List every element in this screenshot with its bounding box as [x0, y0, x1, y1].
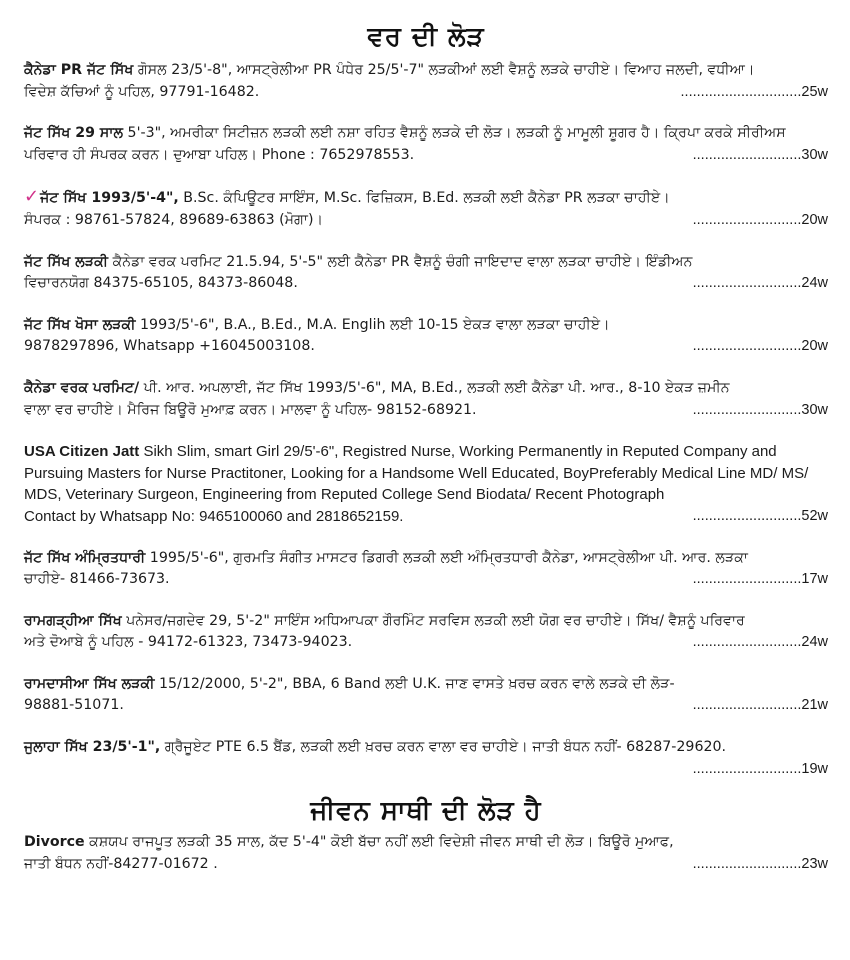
classified-ad	[24, 548, 828, 591]
ad-contact: 9878297896, Whatsapp +16045003108.	[24, 338, 315, 355]
ad-word-count: ...........................17w	[692, 571, 828, 588]
ad-separator	[24, 528, 828, 548]
ad-body: ਗ੍ਰੈਜੂਏਟ PTE 6.5 ਬੈਂਡ, ਲੜਕੀ ਲਈ ਖ਼ਰਚ ਕਰਨ ਵਾਲਾ ਵਰ ਚਾਹੀਏ। ਜਾਤੀ ਬੰਧਨ ਨਹੀਂ- 68287-29620.	[160, 739, 727, 756]
ad-contact-row	[24, 145, 828, 167]
ad-headline: ਜੱਟ ਸਿੱਖ 1993/5'-4",	[40, 190, 179, 207]
ad-text	[24, 737, 828, 759]
ad-contact-row	[24, 210, 828, 232]
ad-body: 5'-3", ਅਮਰੀਕਾ ਸਿਟੀਜ਼ਨ ਲੜਕੀ ਲਈ ਨਸ਼ਾ ਰਹਿਤ ਵੈਸ਼ਨੂੰ ਲੜਕੇ ਦੀ ਲੋੜ। ਲੜਕੀ ਨੂੰ ਮਾਮੂਲੀ ਸ਼ੂਗਰ ਹੈ। ਕ੍ਰਿਪਾ ਕਰਕੇ ਸੀਰੀਅਸ	[123, 125, 786, 142]
ad-headline: Divorce	[24, 834, 85, 851]
ad-text	[24, 60, 828, 82]
ad-contact: ਵਾਲਾ ਵਰ ਚਾਹੀਏ। ਮੈਰਿਜ ਬਿਊਰੋ ਮੁਆਫ਼ ਕਰਨ। ਮਾਲਵਾ ਨੂੰ ਪਹਿਲ- 98152-68921.	[24, 401, 477, 418]
ad-separator	[24, 232, 828, 252]
ad-text	[24, 123, 828, 145]
ad-text	[24, 611, 828, 633]
ad-separator	[24, 295, 828, 315]
ad-body: ਗੋਸਲ 23/5'-8", ਆਸਟ੍ਰੇਲੀਆ PR ਪੰਧੇਰ 25/5'-7" ਲੜਕੀਆਂ ਲਈ ਵੈਸ਼ਨੂੰ ਲੜਕੇ ਚਾਹੀਏ। ਵਿਆਹ ਜਲਦੀ, ਵਧੀਆ।	[133, 62, 755, 78]
ad-contact-row	[24, 506, 828, 528]
ad-body: ਕੈਨੇਡਾ ਵਰਕ ਪਰਮਿਟ 21.5.94, 5'-5" ਲਈ ਕੈਨੇਡਾ PR ਵੈਸ਼ਨੂੰ ਚੰਗੀ ਜਾਇਦਾਦ ਵਾਲਾ ਲੜਕਾ ਚਾਹੀਏ। ਇੰਡੀਅਨ	[108, 253, 693, 270]
ad-contact-row	[24, 632, 828, 654]
ad-text	[24, 315, 828, 337]
ad-body: 1995/5'-6", ਗੁਰਮਤਿ ਸੰਗੀਤ ਮਾਸਟਰ ਡਿਗਰੀ ਲੜਕੀ ਲਈ ਅੰਮ੍ਰਿਤਧਾਰੀ ਕੈਨੇਡਾ, ਆਸਟ੍ਰੇਲੀਆ ਪੀ. ਆਰ. ਲੜਕਾ	[145, 549, 748, 566]
ad-contact: ਵਿਚਾਰਨਯੋਗ 84375-65105, 84373-86048.	[24, 275, 298, 292]
ad-headline: ਜੱਟ ਸਿੱਖ ਲੜਕੀ	[24, 253, 109, 270]
classified-ad	[24, 611, 828, 654]
ad-headline: ਜੁਲਾਹਾ ਸਿੱਖ 23/5'-1",	[24, 739, 161, 756]
ad-word-count: ...........................20w	[692, 211, 828, 228]
ad-contact: ਪਰਿਵਾਰ ਹੀ ਸੰਪਰਕ ਕਰਨ। ਦੁਆਬਾ ਪਹਿਲ। Phone : 7652978553.	[24, 146, 415, 163]
ad-contact-row	[24, 569, 828, 591]
ad-contact: ਸੰਪਰਕ : 98761-57824, 89689-63863 (ਮੋਗਾ)।	[24, 211, 324, 228]
classified-ad	[24, 60, 828, 103]
ad-headline: ਜੱਟ ਸਿੱਖ 29 ਸਾਲ	[24, 125, 124, 142]
ad-word-count: ...........................24w	[692, 275, 828, 292]
ad-separator	[24, 166, 828, 186]
ad-headline: USA Citizen Jatt	[24, 443, 140, 461]
classified-ad	[24, 123, 828, 166]
ad-separator	[24, 591, 828, 611]
ad-headline: ਜੱਟ ਸਿੱਖ ਅੰਮ੍ਰਿਤਧਾਰੀ	[24, 549, 146, 566]
ad-body: B.Sc. ਕੰਪਿਊਟਰ ਸਾਇੰਸ, M.Sc. ਫਿਜ਼ਿਕਸ, B.Ed. ਲੜਕੀ ਲਈ ਕੈਨੇਡਾ PR ਲੜਕਾ ਚਾਹੀਏ।	[178, 190, 670, 207]
ad-text	[24, 548, 828, 570]
ad-contact: ਵਿਦੇਸ਼ ਕੱਚਿਆਂ ਨੂੰ ਪਹਿਲ, 97791-16482.	[24, 83, 260, 100]
classified-ad	[24, 832, 828, 875]
ad-contact-row	[24, 854, 828, 876]
ad-body: ਕਸ਼ਯਪ ਰਾਜਪੂਤ ਲੜਕੀ 35 ਸਾਲ, ਕੱਦ 5'-4" ਕੋਈ ਬੱਚਾ ਨਹੀਂ ਲਈ ਵਿਦੇਸ਼ੀ ਜੀਵਨ ਸਾਥੀ ਦੀ ਲੋੜ। ਬਿਊਰੋ ਮੁਆਫ,	[84, 834, 674, 851]
ad-text	[24, 441, 828, 506]
ad-body: 15/12/2000, 5'-2", BBA, 6 Band ਲਈ U.K. ਜਾਣ ਵਾਸਤੇ ਖ਼ਰਚ ਕਰਨ ਵਾਲੇ ਲੜਕੇ ਦੀ ਲੋੜ-	[154, 675, 675, 692]
ad-separator	[24, 717, 828, 737]
ad-text	[24, 832, 828, 854]
ad-word-count: ...........................30w	[692, 401, 828, 418]
ad-contact: ਅਤੇ ਦੋਆਬੇ ਨੂੰ ਪਹਿਲ - 94172-61323, 73473-94023.	[24, 634, 353, 651]
ad-headline: ਰਾਮਦਾਸੀਆ ਸਿੱਖ ਲੜਕੀ	[24, 675, 155, 692]
ad-body: ਪੀ. ਆਰ. ਅਪਲਾਈ, ਜੱਟ ਸਿੱਖ 1993/5'-6", MA, B.Ed., ਲੜਕੀ ਲਈ ਕੈਨੇਡਾ ਪੀ. ਆਰ., 8-10 ਏਕੜ ਜ਼ਮੀਨ	[139, 379, 730, 396]
classified-ad	[24, 378, 828, 421]
ad-contact: ਜਾਤੀ ਬੰਧਨ ਨਹੀਂ-84277-01672 .	[24, 855, 218, 872]
ad-contact-row	[24, 82, 828, 104]
classified-ad	[24, 674, 828, 717]
groom-ads-list	[24, 60, 828, 780]
classified-ad	[24, 315, 828, 358]
ad-text	[24, 674, 828, 696]
classified-ad	[24, 737, 828, 780]
check-mark-icon: ✓	[24, 186, 40, 208]
ad-word-count: ...........................23w	[692, 855, 828, 872]
ad-word-count: ..............................25w	[680, 83, 828, 100]
ad-separator	[24, 358, 828, 378]
ad-body: ਪਨੇਸਰ/ਜਗਦੇਵ 29, 5'-2" ਸਾਇੰਸ ਅਧਿਆਪਕਾ ਗੌਰਮਿੰਟ ਸਰਵਿਸ ਲੜਕੀ ਲਈ ਯੋਗ ਵਰ ਚਾਹੀਏ। ਸਿੱਖ/ ਵੈਸ਼ਨੂੰ ਪਰਿਵਾਰ	[121, 612, 745, 629]
ad-body: Sikh Slim, smart Girl 29/5'-6", Registred Nurse, Working Permanently in Reputed Company and Pursuing Masters for Nurse Practitoner, Looking for a Handsome Well Educated, BoyPreferably Medical Line MD/ MS/ MDS, Veterinary Surgeon, Engineering from Reputed College Send Biodata/ Recent Photograph	[24, 443, 809, 504]
ad-word-count: ...........................20w	[692, 338, 828, 355]
classified-ad	[24, 441, 828, 527]
ad-contact: ਚਾਹੀਏ- 81466-73673.	[24, 571, 170, 588]
ad-separator	[24, 103, 828, 123]
ad-text	[24, 252, 828, 274]
ad-headline: ਜੱਟ ਸਿੱਖ ਖੋਸਾ ਲੜਕੀ	[24, 316, 136, 333]
ad-contact-row	[24, 336, 828, 358]
ad-word-count: ...........................19w	[692, 760, 828, 777]
ad-word-count: ...........................52w	[692, 507, 828, 524]
ad-headline: ਕੈਨੇਡਾ PR ਜੱਟ ਸਿੱਖ	[24, 62, 134, 78]
classified-ad	[24, 252, 828, 295]
ad-text	[24, 378, 828, 400]
ad-contact-row	[24, 400, 828, 422]
ad-contact-row	[24, 759, 828, 781]
ad-word-count: ...........................21w	[692, 697, 828, 714]
ad-headline: ਰਾਮਗੜ੍ਹੀਆ ਸਿੱਖ	[24, 612, 122, 629]
ad-body: 1993/5'-6", B.A., B.Ed., M.A. Englih ਲਈ 10-15 ਏਕੜ ਵਾਲਾ ਲੜਕਾ ਚਾਹੀਏ।	[135, 316, 610, 333]
partner-ads-list	[24, 832, 828, 875]
section-heading-partner-wanted: ਜੀਵਨ ਸਾਥੀ ਦੀ ਲੋੜ ਹੈ	[310, 796, 542, 827]
ad-word-count: ...........................30w	[692, 146, 828, 163]
ad-headline: ਕੈਨੇਡਾ ਵਰਕ ਪਰਮਿਟ/	[24, 379, 140, 396]
section-heading-groom-wanted: ਵਰ ਦੀ ਲੋੜ	[367, 22, 485, 52]
ad-contact-row	[24, 695, 828, 717]
classified-ad	[24, 186, 828, 231]
ad-separator	[24, 654, 828, 674]
ad-contact-row	[24, 273, 828, 295]
ad-contact: 98881-51071.	[24, 697, 124, 714]
ad-text	[24, 186, 828, 210]
ad-contact: Contact by Whatsapp No: 9465100060 and 2818652159.	[24, 507, 404, 525]
ad-separator	[24, 421, 828, 441]
ad-word-count: ...........................24w	[692, 634, 828, 651]
